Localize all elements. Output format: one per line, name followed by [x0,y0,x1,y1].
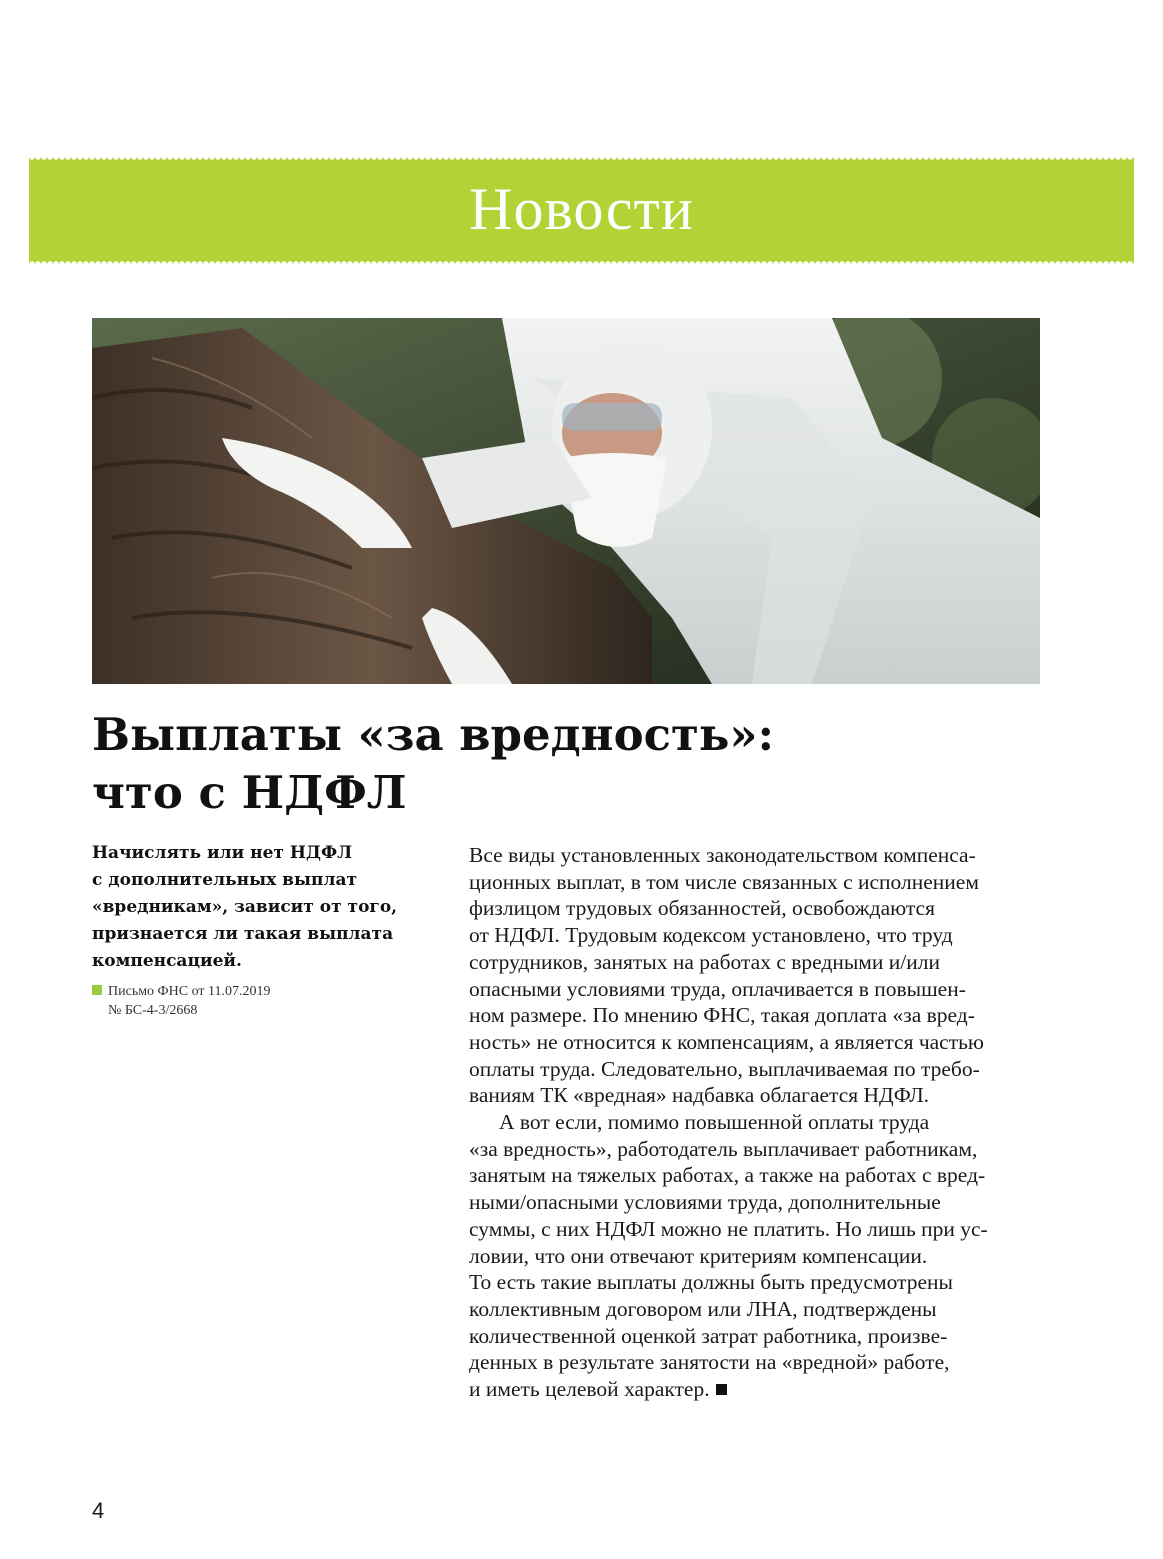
body-line: ность» не относится к компенсациям, а является частью [469,1029,984,1054]
photo-illustration [92,318,1040,684]
headline-line: Выплаты «за вредность»: [92,708,775,761]
body-line: сотрудников, занятых на работах с вредными и/или [469,949,941,974]
body-line: ном размере. По мнению ФНС, такая доплата «за вред- [469,1003,975,1028]
page-number: 4 [92,1498,105,1523]
lead-line: компенсацией. [92,951,242,971]
source-line: № БС-4-3/2668 [108,1003,198,1018]
body-line: денных в результате занятости на «вредной» работе, [469,1350,950,1375]
body-line: коллективным договором или ЛНА, подтверждены [469,1296,937,1321]
body-line: суммы, с них НДФЛ можно не платить. Но лишь при ус- [469,1216,988,1241]
body-line: А вот если, помимо повышенной оплаты труда [499,1110,930,1135]
body-line: То есть такие выплаты должны быть предусмотрены [469,1270,953,1295]
body-line: оплаты труда. Следовательно, выплачиваемая по требо- [469,1056,980,1081]
lead-line: Начислять или нет НДФЛ [92,843,353,863]
banner-top-edge [29,157,1134,162]
source-reference [92,982,422,1020]
lead-line: признается ли такая выплата [92,924,394,944]
section-title: Новости [469,176,694,242]
article-body [469,842,1069,1403]
body-line: занятым на тяжелых работах, а также на работах с вред- [469,1163,986,1188]
body-line: Все виды установленных законодательством компенса- [469,843,976,867]
article-lead [92,840,422,975]
body-line: физлицом трудовых обязанностей, освобождаются [469,896,935,921]
banner-bottom-edge [29,259,1134,264]
end-of-article-icon [716,1384,727,1395]
lead-line: с дополнительных выплат [92,870,358,890]
square-bullet-icon [92,985,102,995]
body-line: ваниям ТК «вредная» надбавка облагается НДФЛ. [469,1083,930,1108]
body-line: опасными условиями труда, оплачивается в повышен- [469,976,966,1001]
body-line: количественной оценкой затрат работника, произве- [469,1323,948,1348]
body-line: ционных выплат, в том числе связанных с исполнением [469,869,979,894]
lead-line: «вредникам», зависит от того, [92,897,398,917]
article-photo [92,318,1040,684]
source-line: Письмо ФНС от 11.07.2019 [108,984,271,999]
body-line: ловии, что они отвечают критериям компенсации. [469,1243,928,1268]
body-line: ными/опасными условиями труда, дополнительные [469,1190,941,1215]
headline-line: что с НДФЛ [92,766,407,819]
section-banner [29,157,1134,264]
body-line: и иметь целевой характер. [469,1377,710,1402]
body-line: от НДФЛ. Трудовым кодексом установлено, что труд [469,923,953,948]
body-line: «за вредность», работодатель выплачивает работникам, [469,1136,978,1161]
article-headline [92,706,852,822]
